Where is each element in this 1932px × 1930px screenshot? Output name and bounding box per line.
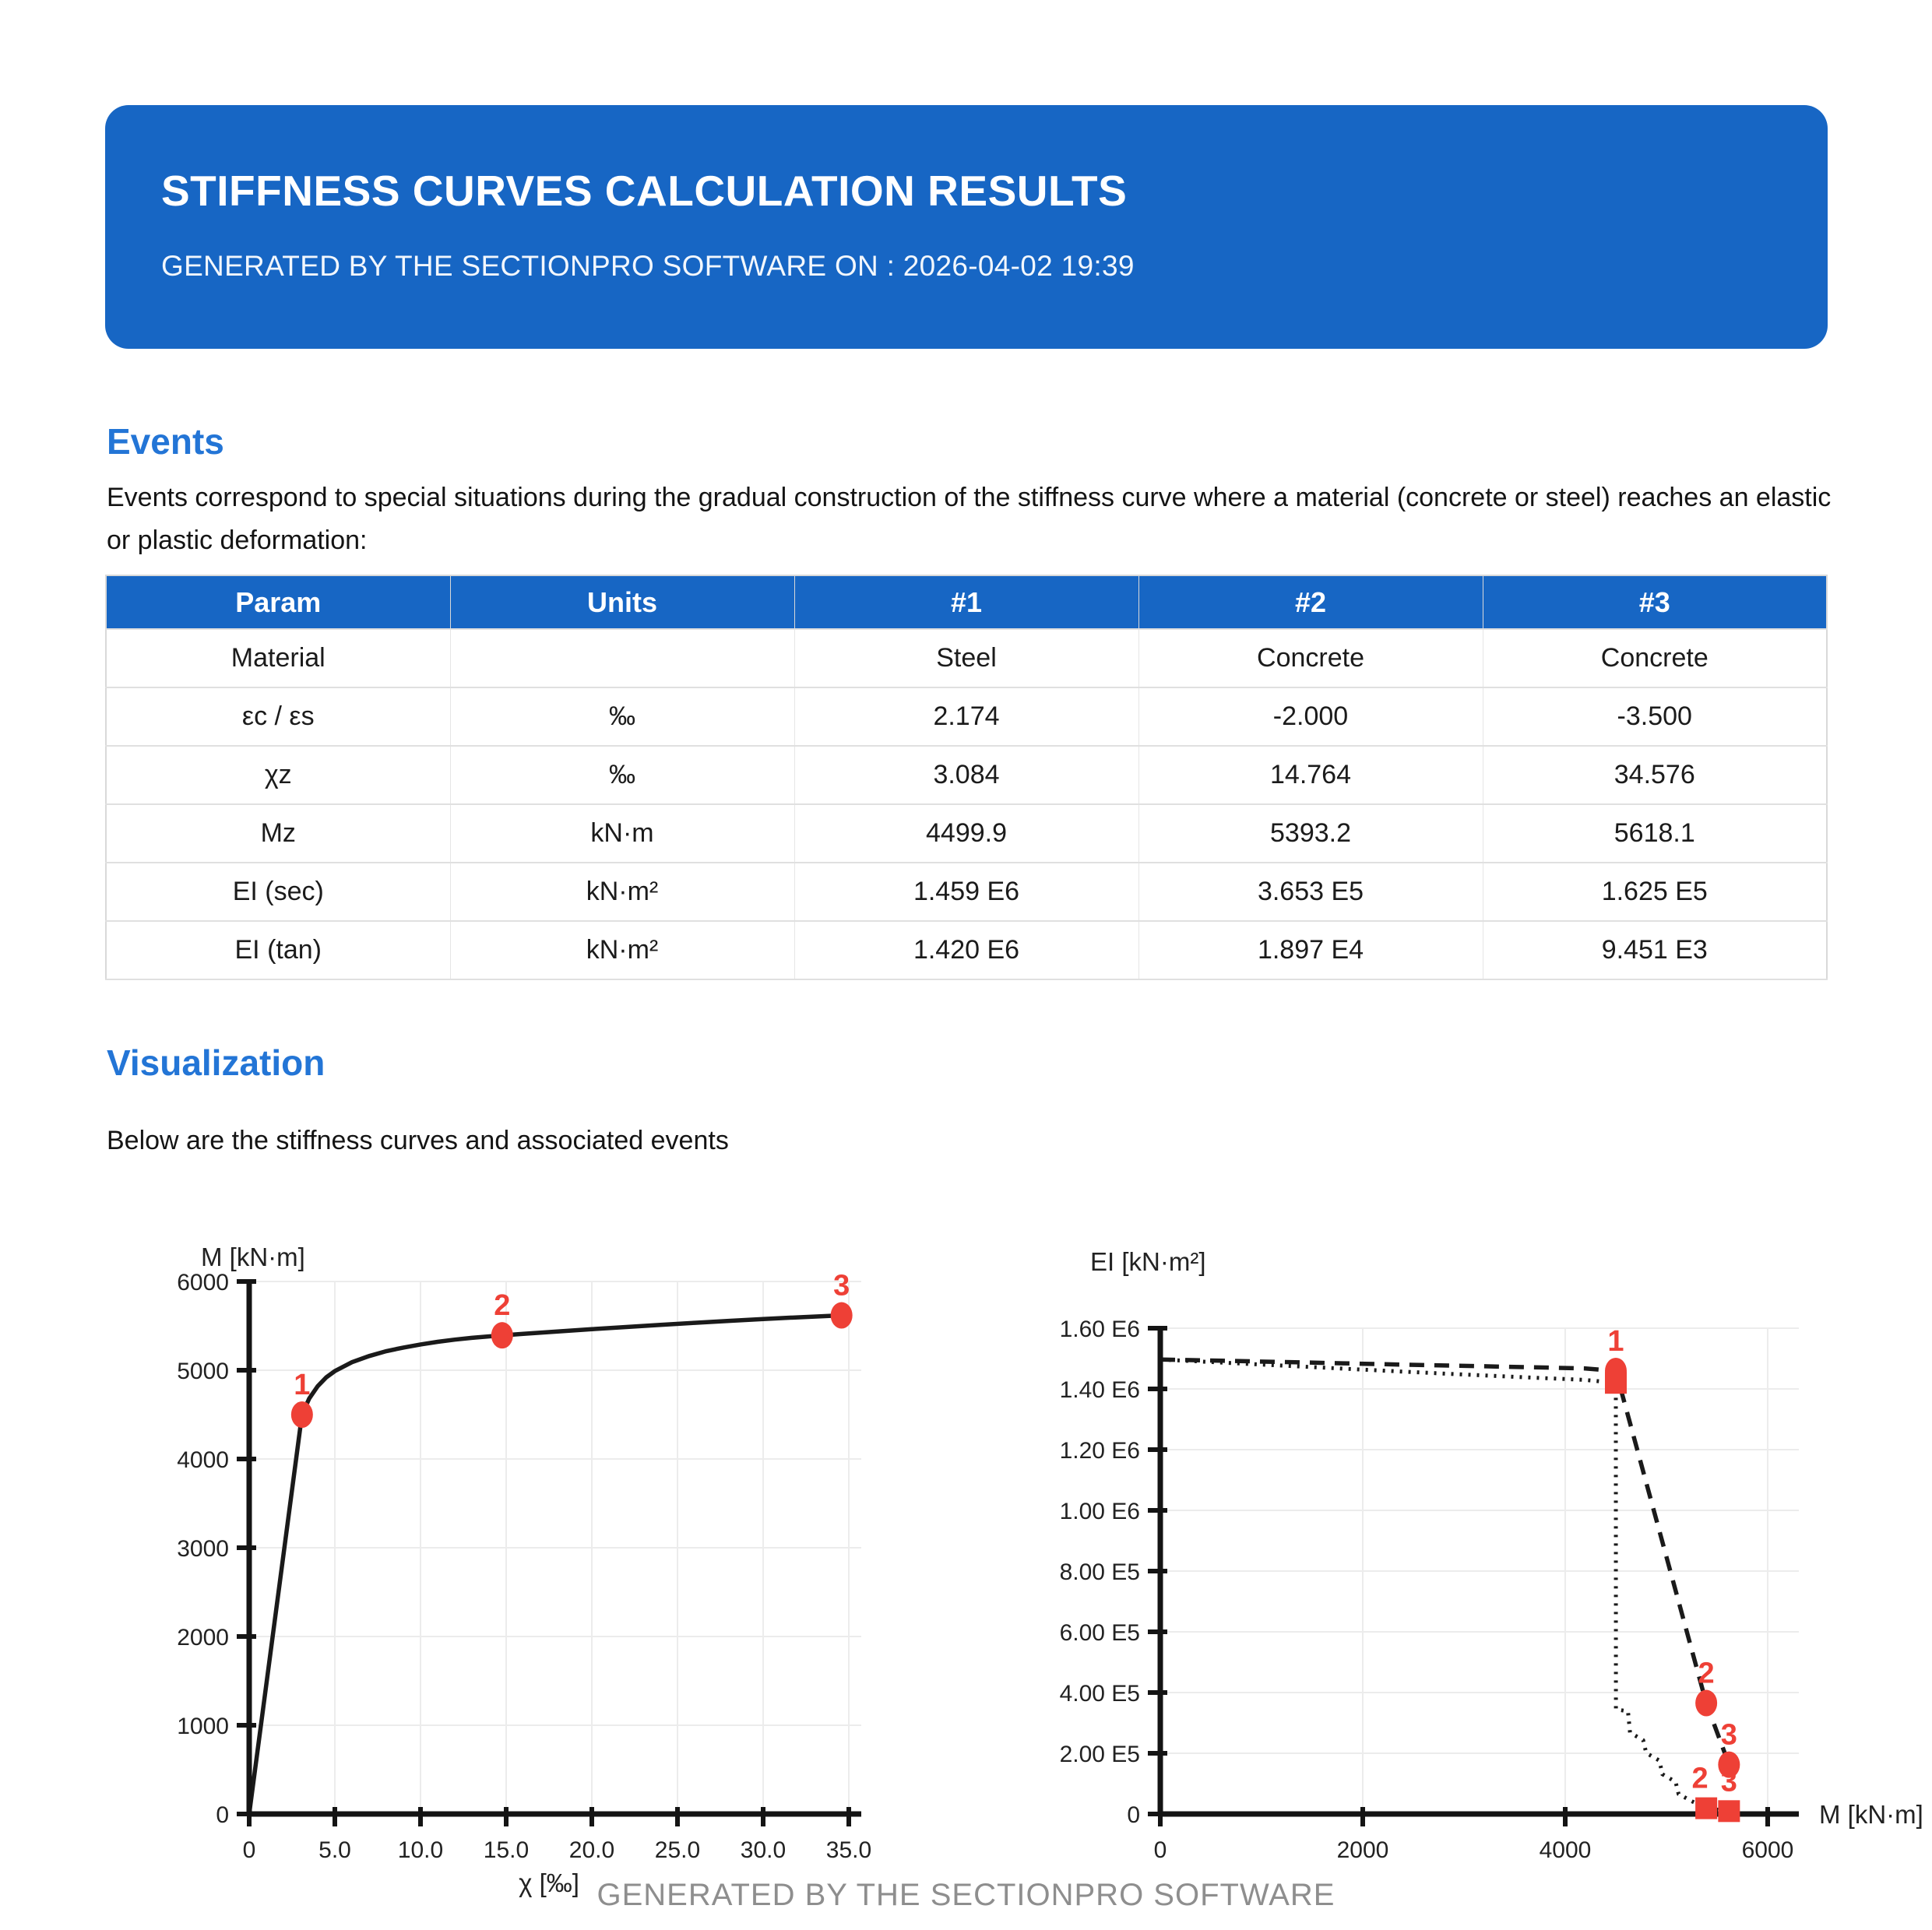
event-marker-square [1605,1372,1627,1394]
y-tick-label: 4000 [177,1447,229,1473]
table-cell: ‰ [450,746,794,804]
x-axis-label: χ [‰] [519,1868,579,1897]
x-tick-label: 25.0 [654,1837,701,1863]
footer-note: GENERATED BY THE SECTIONPRO SOFTWARE [596,1878,1336,1912]
visualization-description: Below are the stiffness curves and associated events [107,1126,729,1155]
table-cell: 3.653 E5 [1138,863,1483,921]
x-tick-label: 15.0 [483,1837,530,1863]
y-tick-label: 8.00 E5 [1059,1559,1140,1585]
y-axis-label: M [kN·m] [201,1243,305,1271]
y-tick-label: 6.00 E5 [1059,1620,1140,1646]
table-cell: Steel [794,629,1138,687]
table-cell: EI (tan) [106,921,450,979]
table-cell: 1.897 E4 [1138,921,1483,979]
x-axis-label: M [kN·m] [1819,1800,1923,1829]
x-tick-label: 30.0 [740,1837,787,1863]
series-solid [249,1316,842,1815]
chart-svg [1059,1215,1932,1907]
y-tick-label: 3000 [177,1536,229,1562]
event-label: 3 [1720,1718,1737,1752]
table-row-ei-tan [106,921,1827,979]
report-subtitle: GENERATED BY THE SECTIONPRO SOFTWARE ON : 2026-04-02 19:39 [161,250,1135,282]
chart-moment-curvature [117,1215,1020,1907]
table-header-event1: #1 [794,575,1138,629]
y-tick-label: 1.60 E6 [1059,1317,1140,1342]
y-tick-label: 0 [216,1802,229,1828]
table-cell: EI (sec) [106,863,450,921]
y-tick-label: 1.00 E6 [1059,1499,1140,1524]
y-tick-label: 2000 [177,1625,229,1651]
table-cell: kN·m [450,804,794,863]
y-tick-label: 4.00 E5 [1059,1681,1140,1707]
event-label: 2 [1698,1657,1715,1690]
table-cell: Mz [106,804,450,863]
table-cell: Concrete [1483,629,1827,687]
chart-svg [117,1215,1020,1907]
events-description: Events correspond to special situations during the gradual construction of the stiffness curve where a material (concrete or steel) reaches an elastic or plastic deformation: [107,483,1832,556]
table-row-ei-sec [106,863,1827,921]
table-cell: 34.576 [1483,746,1827,804]
event-label: 2 [494,1289,511,1323]
table-cell: kN·m² [450,863,794,921]
table-cell: 1.420 E6 [794,921,1138,979]
event-label: 3 [833,1269,850,1302]
event-marker-circle [1695,1690,1717,1717]
table-cell: 5393.2 [1138,804,1483,863]
x-tick-label: 4000 [1539,1837,1592,1863]
table-header-param: Param [106,575,450,629]
report-title: STIFFNESS CURVES CALCULATION RESULTS [161,167,1128,215]
x-tick-label: 35.0 [825,1837,872,1863]
event-marker-circle [491,1322,513,1348]
event-label: 2 [1691,1762,1709,1795]
y-tick-label: 5000 [177,1359,229,1384]
table-cell: 3.084 [794,746,1138,804]
x-tick-label: 10.0 [397,1837,444,1863]
y-tick-label: 1.40 E6 [1059,1377,1140,1403]
report-banner [105,105,1828,349]
table-cell: -2.000 [1138,687,1483,746]
series-dashed [1160,1359,1729,1764]
table-cell: 5618.1 [1483,804,1827,863]
table-cell: 4499.9 [794,804,1138,863]
event-label: 1 [1607,1324,1624,1358]
table-row-curvature [106,746,1827,804]
table-row-strain [106,687,1827,746]
table-cell: εc / εs [106,687,450,746]
table-cell [450,629,794,687]
table-header-row [106,575,1827,629]
table-header-event3: #3 [1483,575,1827,629]
table-cell: 14.764 [1138,746,1483,804]
x-tick-label: 6000 [1741,1837,1794,1863]
x-tick-label: 20.0 [568,1837,615,1863]
table-row-moment [106,804,1827,863]
section-heading-events: Events [107,421,224,462]
table-cell: ‰ [450,687,794,746]
x-tick-label: 0 [242,1837,256,1863]
y-tick-label: 6000 [177,1270,229,1295]
table-cell: Concrete [1138,629,1483,687]
table-header-event2: #2 [1138,575,1483,629]
table-cell: 1.459 E6 [794,863,1138,921]
x-tick-label: 5.0 [318,1837,351,1863]
event-marker-square [1718,1800,1740,1822]
table-cell: 2.174 [794,687,1138,746]
x-tick-label: 2000 [1336,1837,1389,1863]
table-cell: -3.500 [1483,687,1827,746]
y-tick-label: 1.20 E6 [1059,1438,1140,1464]
table-cell: Material [106,629,450,687]
y-tick-label: 2.00 E5 [1059,1742,1140,1767]
table-cell: 1.625 E5 [1483,863,1827,921]
section-heading-visualization: Visualization [107,1042,326,1083]
y-tick-label: 0 [1127,1802,1140,1828]
series-dotted [1160,1359,1729,1811]
chart-stiffness-vs-moment [1059,1215,1932,1907]
table-cell: χz [106,746,450,804]
event-label: 3 [1720,1765,1737,1798]
table-cell: kN·m² [450,921,794,979]
table-cell: 9.451 E3 [1483,921,1827,979]
x-tick-label: 0 [1153,1837,1167,1863]
event-label: 1 [294,1369,311,1402]
events-table [105,575,1828,980]
event-marker-circle [291,1401,313,1428]
event-marker-circle [831,1302,853,1329]
y-axis-label: EI [kN·m²] [1090,1247,1206,1276]
table-row-material [106,629,1827,687]
table-header-units: Units [450,575,794,629]
y-tick-label: 1000 [177,1714,229,1739]
event-marker-square [1695,1798,1717,1819]
